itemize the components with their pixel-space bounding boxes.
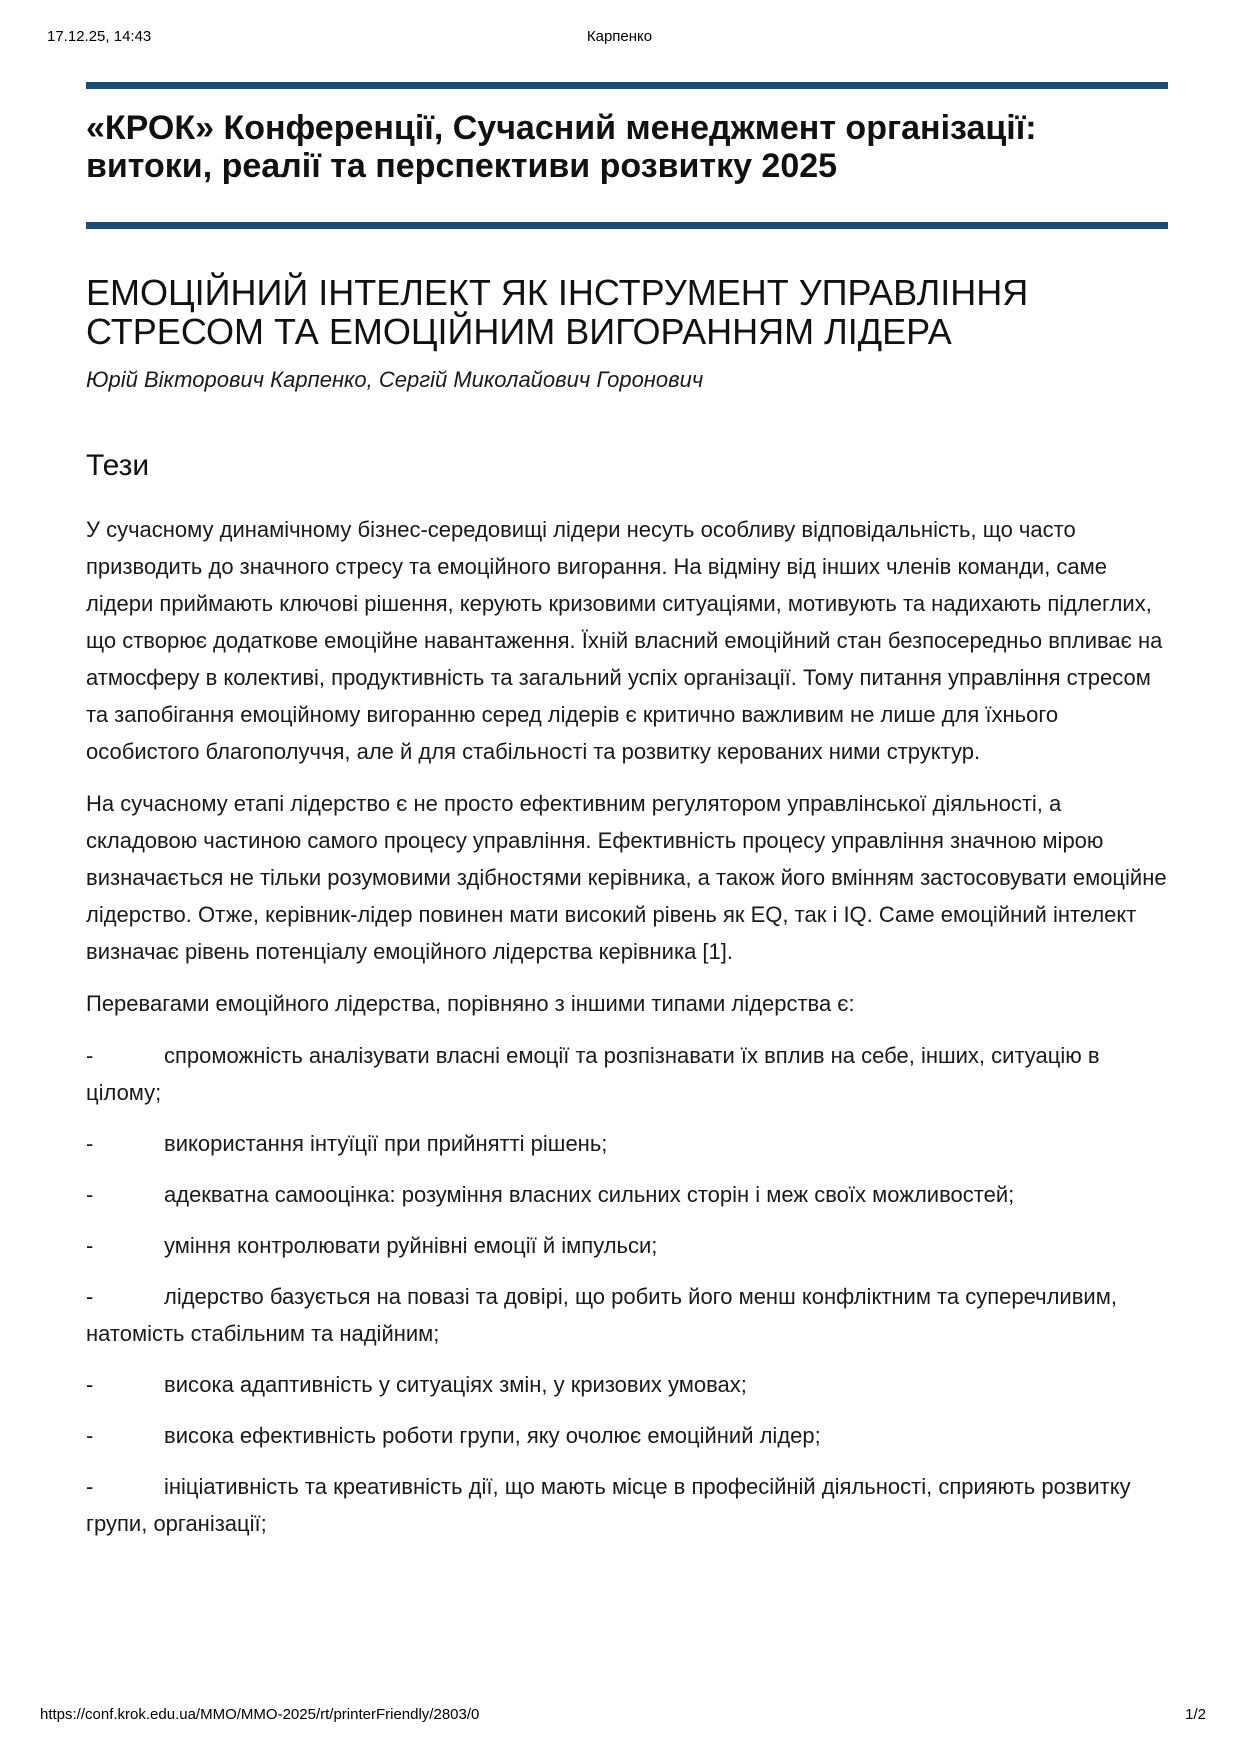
list-item xyxy=(86,1468,1168,1542)
list-dash: - xyxy=(86,1423,94,1448)
list-item-text: ініціативність та креативність дії, що мають місце в професійній діяльності, сприяють розвитку групи, організації; xyxy=(86,1474,1131,1536)
list-item xyxy=(86,1227,1168,1264)
print-header xyxy=(0,28,1239,48)
list-dash: - xyxy=(86,1284,94,1309)
print-page-indicator: 1/2 xyxy=(1185,1706,1206,1723)
list-item xyxy=(86,1125,1168,1162)
list-dash: - xyxy=(86,1233,94,1258)
list-dash: - xyxy=(86,1474,94,1499)
article-authors: Юрій Вікторович Карпенко, Сергій Миколайович Горонович xyxy=(86,367,704,392)
list-dash: - xyxy=(86,1182,94,1207)
paragraph: У сучасному динамічному бізнес-середовищі лідери несуть особливу відповідальність, що часто призводить до значного стресу та емоційного вигорання. На відміну від інших членів команди, саме лідери приймають ключові рішення, керують кризовими ситуаціями, мотивують та надихають підлеглих, що створює додаткове емоційне навантаження. Їхній власний емоційний стан безпосередньо впливає на атмосферу в колективі, продуктивність та загальний успіх організації. Тому питання управління стресом та запобігання емоційному вигоранню серед лідерів є критично важливим не лише для їхнього особистого благополуччя, але й для стабільності та розвитку керованих ними структур. xyxy=(86,517,1163,764)
list-dash: - xyxy=(86,1372,94,1397)
divider-rule xyxy=(86,222,1168,229)
top-rule xyxy=(86,82,1168,89)
list-item xyxy=(86,1366,1168,1403)
list-item-text: уміння контролювати руйнівні емоції й імпульси; xyxy=(164,1233,658,1258)
list-item xyxy=(86,1417,1168,1454)
conference-title: «КРОК» Конференції, Сучасний менеджмент організації: витоки, реалії та перспективи розвитку 2025 xyxy=(86,109,1037,185)
paragraph: На сучасному етапі лідерство є не просто ефективним регулятором управлінської діяльності, а складовою частиною самого процесу управління. Ефективність процесу управління значною мірою визначається не тільки розумовими здібностями керівника, а також його вмінням застосовувати емоційне лідерство. Отже, керівник-лідер повинен мати високий рівень як EQ, так і IQ. Саме емоційний інтелект визначає рівень потенціалу емоційного лідерства керівника [1]. xyxy=(86,791,1167,964)
list-item-text: адекватна самооцінка: розуміння власних сильних сторін і меж своїх можливостей; xyxy=(164,1182,1015,1207)
print-footer-url: https://conf.krok.edu.ua/MMO/MMO-2025/rt/printerFriendly/2803/0 xyxy=(40,1706,480,1723)
list-dash: - xyxy=(86,1131,94,1156)
list-item-text: висока ефективність роботи групи, яку очолює емоційний лідер; xyxy=(164,1423,821,1448)
list-item xyxy=(86,1176,1168,1213)
paragraph: Перевагами емоційного лідерства, порівняно з іншими типами лідерства є: xyxy=(86,991,855,1016)
section-heading-tezy: Тези xyxy=(86,449,150,482)
document-content xyxy=(86,82,1168,1542)
list-item-text: лідерство базується на повазі та довірі, що робить його менш конфліктним та суперечливим, натомість стабільним та надійним; xyxy=(86,1284,1117,1346)
list-item xyxy=(86,1278,1168,1352)
print-datetime: 17.12.25, 14:43 xyxy=(47,28,152,45)
print-footer xyxy=(0,1706,1239,1726)
list-item-text: використання інтуїції при прийнятті рішень; xyxy=(164,1131,608,1156)
list-item-text: висока адаптивність у ситуаціях змін, у кризових умовах; xyxy=(164,1372,747,1397)
article-title: ЕМОЦІЙНИЙ ІНТЕЛЕКТ ЯК ІНСТРУМЕНТ УПРАВЛІННЯ СТРЕСОМ ТА ЕМОЦІЙНИМ ВИГОРАННЯМ ЛІДЕРА xyxy=(86,272,1029,352)
list-item-text: спроможність аналізувати власні емоції та розпізнавати їх вплив на себе, інших, ситуацію в цілому; xyxy=(86,1043,1100,1105)
print-doc-title: Карпенко xyxy=(586,28,653,45)
list-dash: - xyxy=(86,1043,94,1068)
list-item xyxy=(86,1037,1168,1111)
